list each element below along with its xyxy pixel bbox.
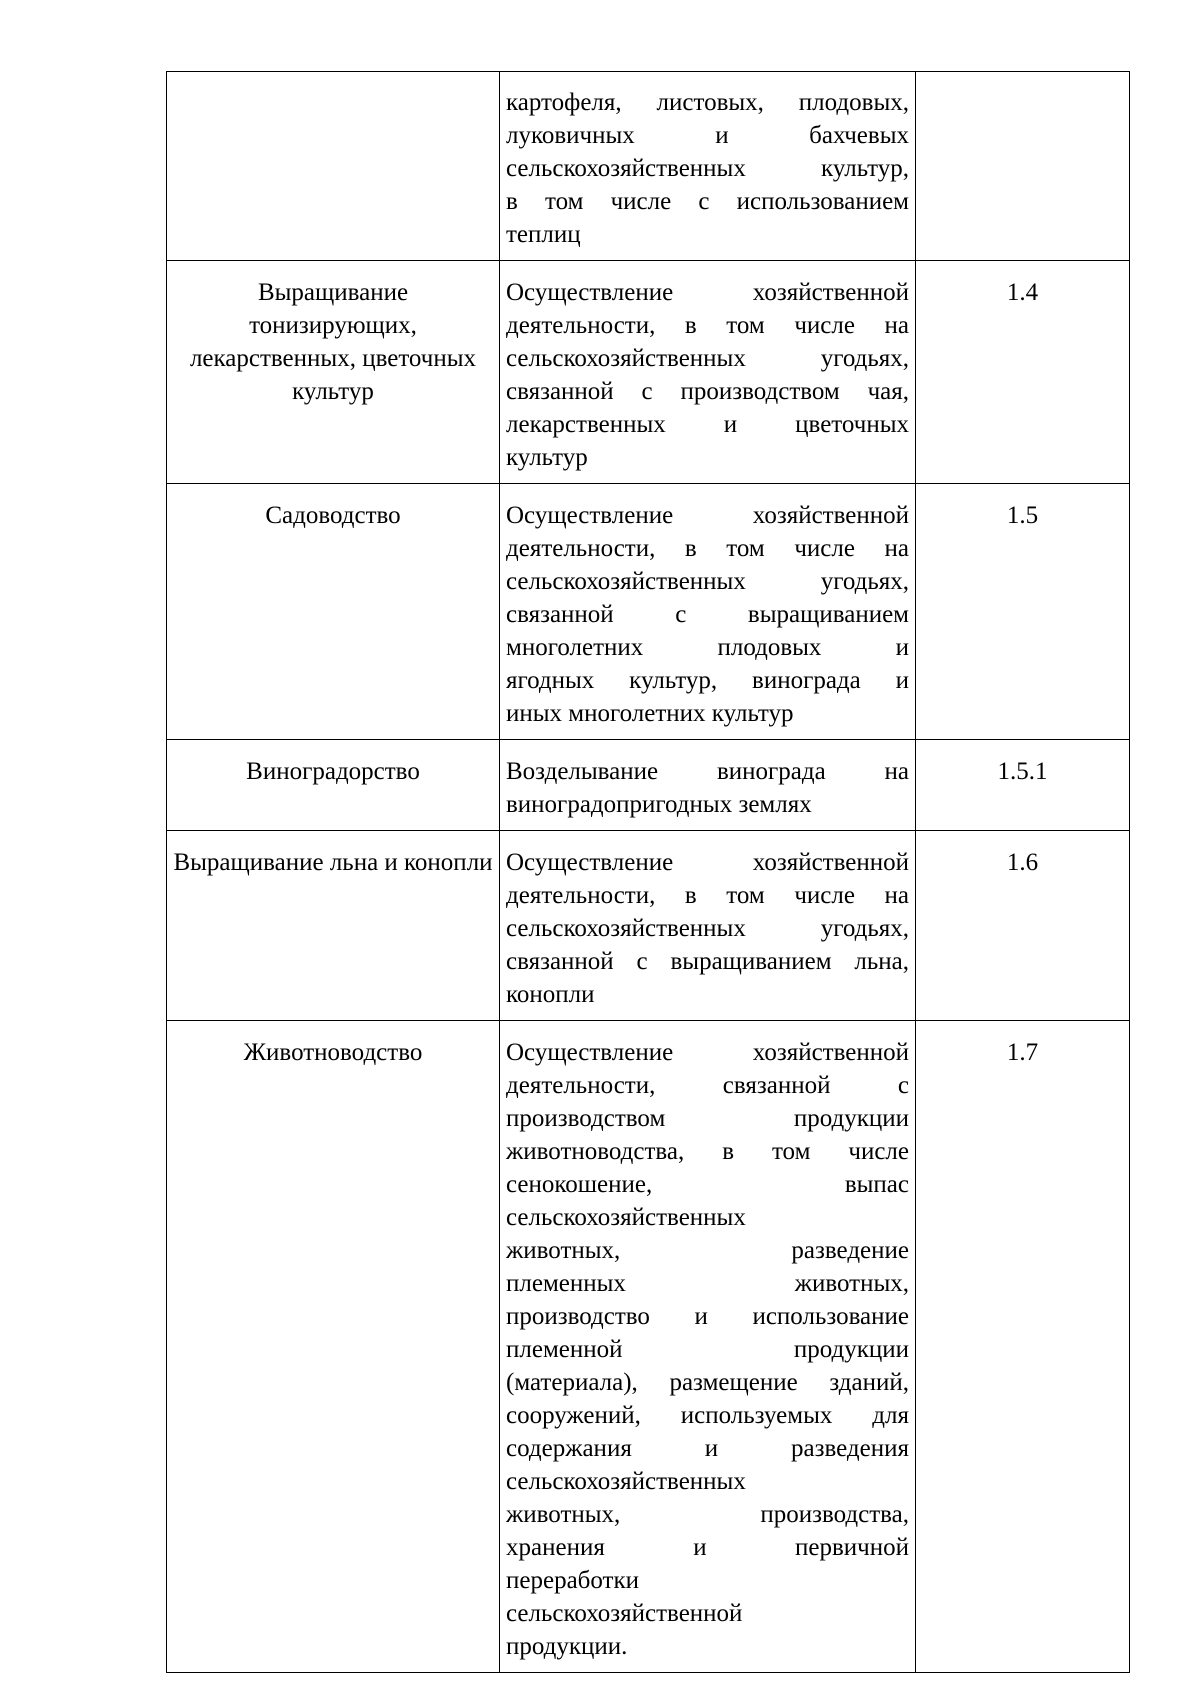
- table-row: [167, 1021, 1130, 1673]
- description-line: виноградопригодных землях: [506, 791, 812, 818]
- description-line: переработки: [506, 1567, 640, 1594]
- land-use-table: [166, 71, 1130, 1673]
- activity-description-cell: [500, 1021, 916, 1673]
- description-line: сельскохозяйственной: [506, 1600, 743, 1627]
- activity-name-cell: [167, 740, 500, 831]
- description-line: Возделывание винограда на: [506, 758, 909, 785]
- description-line: связанной с выращиванием: [506, 601, 909, 628]
- description-line: животных, разведение: [506, 1237, 909, 1264]
- activity-code-cell: [916, 261, 1130, 484]
- activity-description: [506, 1036, 909, 1663]
- description-line: картофеля, листовых, плодовых,: [506, 89, 909, 116]
- activity-name-cell: [167, 1021, 500, 1673]
- description-line: сельскохозяйственных: [506, 1204, 746, 1231]
- activity-name: Выращивание льна и конопли: [173, 849, 493, 876]
- description-line: в том числе с использованием: [506, 188, 909, 215]
- activity-code: 1.7: [1006, 1039, 1039, 1066]
- activity-description-cell: [500, 261, 916, 484]
- description-line: культур: [506, 444, 588, 471]
- activity-name-cell: [167, 831, 500, 1021]
- description-line: связанной с выращиванием льна,: [506, 948, 909, 975]
- description-line: хранения и первичной: [506, 1534, 909, 1561]
- description-line: сельскохозяйственных: [506, 1468, 746, 1495]
- activity-description: [506, 86, 909, 251]
- description-line: животноводства, в том числе: [506, 1138, 909, 1165]
- description-line: продукции.: [506, 1633, 628, 1660]
- activity-name: Виноградорство: [246, 758, 420, 785]
- activity-description-cell: [500, 484, 916, 740]
- activity-code: 1.5.1: [997, 758, 1048, 785]
- description-line: лекарственных и цветочных: [506, 411, 909, 438]
- activity-code-cell: [916, 72, 1130, 261]
- activity-description: [506, 276, 909, 474]
- description-line: Осуществление хозяйственной: [506, 279, 909, 306]
- activity-name-cell: [167, 72, 500, 261]
- description-line: деятельности, в том числе на: [506, 312, 909, 339]
- table-row: [167, 72, 1130, 261]
- activity-name-cell: [167, 484, 500, 740]
- activity-name: Выращивание тонизирующих, лекарственных, цветочных культур: [189, 279, 477, 405]
- activity-code: 1.6: [1006, 849, 1039, 876]
- description-line: деятельности, в том числе на: [506, 535, 909, 562]
- table-row: [167, 261, 1130, 484]
- description-line: производством продукции: [506, 1105, 909, 1132]
- description-line: сооружений, используемых для: [506, 1402, 909, 1429]
- description-line: Осуществление хозяйственной: [506, 1039, 909, 1066]
- description-line: иных многолетних культур: [506, 700, 794, 727]
- activity-description-cell: [500, 831, 916, 1021]
- description-line: связанной с производством чая,: [506, 378, 909, 405]
- activity-description: [506, 755, 909, 821]
- description-line: ягодных культур, винограда и: [506, 667, 909, 694]
- table-row: [167, 484, 1130, 740]
- description-line: Осуществление хозяйственной: [506, 849, 909, 876]
- activity-description-cell: [500, 740, 916, 831]
- activity-description-cell: [500, 72, 916, 261]
- description-line: теплиц: [506, 221, 581, 248]
- description-line: (материала), размещение зданий,: [506, 1369, 909, 1396]
- description-line: деятельности, в том числе на: [506, 882, 909, 909]
- description-line: сенокошение, выпас: [506, 1171, 909, 1198]
- description-line: Осуществление хозяйственной: [506, 502, 909, 529]
- table-row: [167, 831, 1130, 1021]
- table-row: [167, 740, 1130, 831]
- activity-name-cell: [167, 261, 500, 484]
- activity-code: 1.4: [1006, 279, 1039, 306]
- activity-description: [506, 499, 909, 730]
- description-line: сельскохозяйственных культур,: [506, 155, 909, 182]
- description-line: животных, производства,: [506, 1501, 909, 1528]
- description-line: сельскохозяйственных угодьях,: [506, 568, 909, 595]
- description-line: содержания и разведения: [506, 1435, 909, 1462]
- activity-name: Садоводство: [265, 502, 401, 529]
- activity-code-cell: [916, 1021, 1130, 1673]
- description-line: сельскохозяйственных угодьях,: [506, 345, 909, 372]
- activity-name: Животноводство: [243, 1039, 423, 1066]
- activity-description: [506, 846, 909, 1011]
- description-line: конопли: [506, 981, 595, 1008]
- activity-code-cell: [916, 484, 1130, 740]
- description-line: производство и использование: [506, 1303, 909, 1330]
- description-line: луковичных и бахчевых: [506, 122, 909, 149]
- activity-code-cell: [916, 740, 1130, 831]
- description-line: деятельности, связанной с: [506, 1072, 909, 1099]
- description-line: племенных животных,: [506, 1270, 909, 1297]
- description-line: сельскохозяйственных угодьях,: [506, 915, 909, 942]
- activity-code-cell: [916, 831, 1130, 1021]
- description-line: многолетних плодовых и: [506, 634, 909, 661]
- description-line: племенной продукции: [506, 1336, 909, 1363]
- activity-code: 1.5: [1006, 502, 1039, 529]
- table-body: [167, 72, 1130, 1673]
